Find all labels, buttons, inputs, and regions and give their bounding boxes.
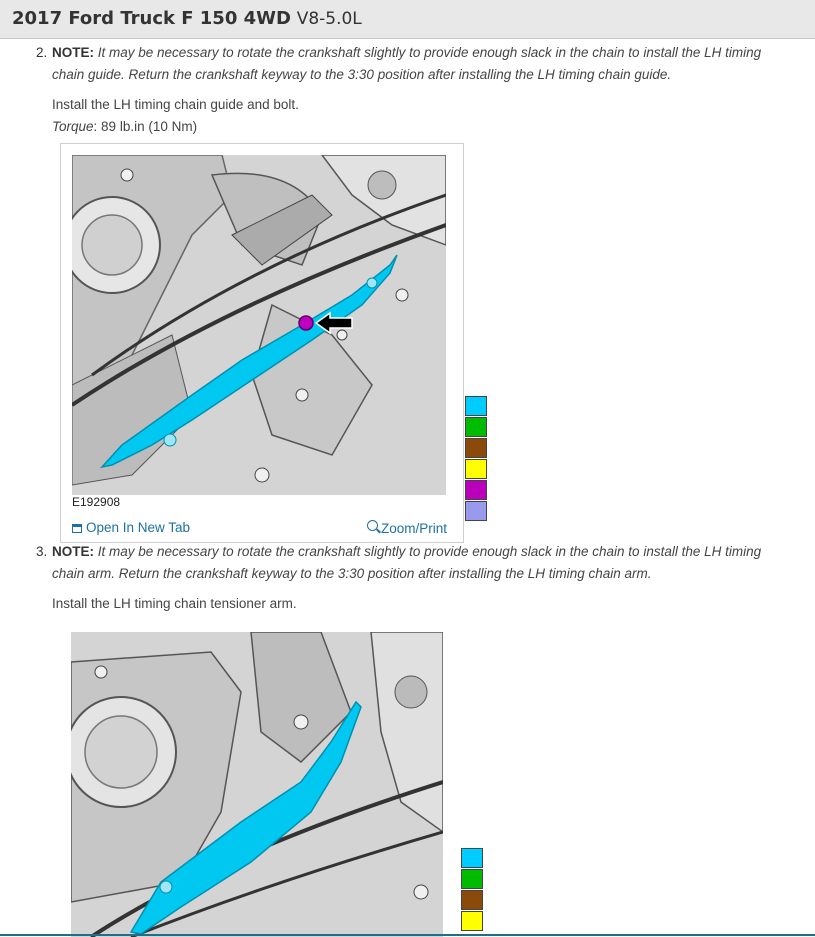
torque-label: Torque: [52, 119, 94, 134]
instruction: Install the LH timing chain guide and bolt.: [52, 97, 299, 112]
legend-swatch: [461, 869, 483, 889]
legend-swatch: [465, 459, 487, 479]
note: [52, 42, 792, 86]
open-tab-icon: [72, 524, 82, 533]
bottom-divider: [0, 934, 815, 936]
page-title: 2017 Ford Truck F 150 4WD V8-5.0L: [12, 8, 362, 29]
legend-swatch: [465, 438, 487, 458]
figure-e192908: [60, 143, 464, 543]
legend-swatch: [461, 911, 483, 931]
torque-value: : 89 lb.in (10 Nm): [93, 119, 198, 134]
step-number: 3.: [36, 544, 48, 559]
color-legend: [465, 396, 487, 522]
zoom-label: Zoom/Print: [381, 521, 448, 536]
figure-id: E192908: [72, 495, 121, 509]
step-number: 2.: [36, 45, 48, 60]
note-label: NOTE:: [52, 45, 94, 60]
timing-chain-arm-illustration[interactable]: [71, 632, 443, 937]
note: [52, 541, 792, 585]
legend-swatch: [461, 890, 483, 910]
note-text: It may be necessary to rotate the crankshaft slightly to provide enough slack in the chain to install the LH timing chain guide. Return the crankshaft keyway to the 3:30 position after installing the LH timing chain guide.: [52, 45, 762, 82]
zoom-icon: [367, 520, 381, 534]
note-text: It may be necessary to rotate the crankshaft slightly to provide enough slack in the chain to install the LH timing chain arm. Return the crankshaft keyway to the 3:30 position after installing the LH timing chain arm.: [52, 544, 762, 581]
open-in-new-tab-link[interactable]: [72, 520, 190, 535]
instruction: Install the LH timing chain tensioner arm.: [52, 596, 297, 611]
legend-swatch: [465, 417, 487, 437]
note-label: NOTE:: [52, 544, 94, 559]
color-legend-2: [461, 848, 483, 932]
timing-chain-guide-illustration[interactable]: [72, 155, 446, 495]
legend-swatch: [465, 396, 487, 416]
legend-swatch: [465, 480, 487, 500]
page-header: [0, 0, 815, 39]
legend-swatch: [465, 501, 487, 521]
open-tab-label: Open In New Tab: [86, 520, 191, 535]
legend-swatch: [461, 848, 483, 868]
torque-spec: [52, 116, 792, 138]
engine-label: V8-5.0L: [296, 9, 362, 29]
zoom-print-link[interactable]: [367, 520, 447, 536]
